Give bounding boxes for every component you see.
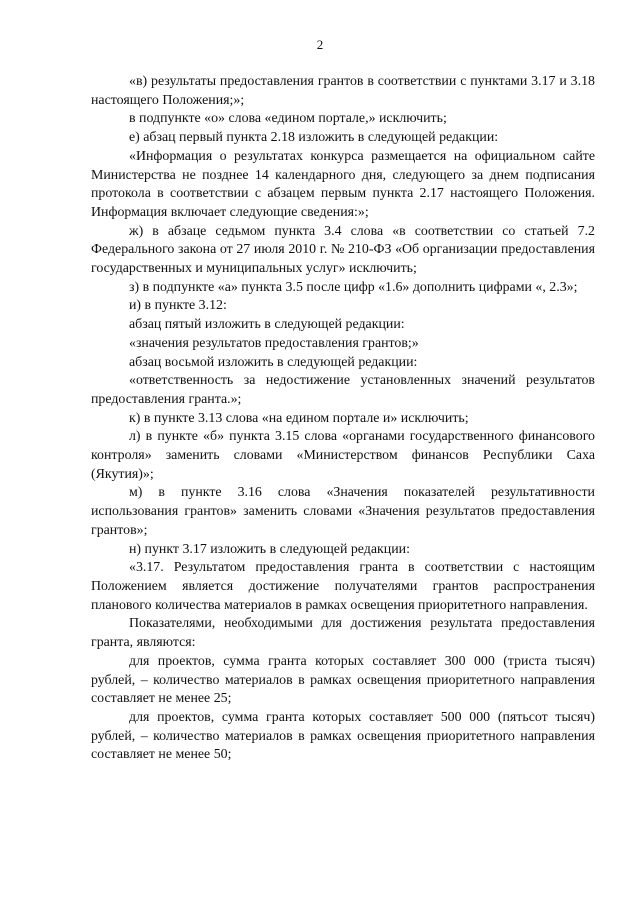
paragraph: абзац восьмой изложить в следующей редакции:: [129, 354, 418, 370]
paragraph: «ответственность за недостижение установленных значений результатов предоставления гранта.»;: [91, 373, 595, 407]
paragraph: абзац пятый изложить в следующей редакции:: [129, 317, 405, 333]
paragraph: для проектов, сумма гранта которых составляет 500 000 (пятьсот тысяч) рублей, – количество материалов в рамках освещения приоритетного направления составляет не менее 50;: [91, 709, 595, 763]
paragraph: н) пункт 3.17 изложить в следующей редакции:: [129, 541, 410, 557]
paragraph: «значения результатов предоставления грантов;»: [129, 335, 419, 351]
document-body: [91, 73, 595, 765]
paragraph: к) в пункте 3.13 слова «на едином портале и» исключить;: [129, 410, 469, 426]
paragraph: «Информация о результатах конкурса размещается на официальном сайте Министерства не позднее 14 календарного дня, следующего за днем подписания протокола в соответствии с абзацем первым пункта 2.17 настоящего Положения. Информация включает следующие сведения:»;: [91, 148, 595, 220]
paragraph: «3.17. Результатом предоставления гранта в соответствии с настоящим Положением является достижение получателями грантов распространения планового количества материалов в рамках освещения приоритетного направления.: [91, 560, 595, 613]
paragraph: з) в подпункте «а» пункта 3.5 после цифр «1.6» дополнить цифрами «, 2.3»;: [129, 279, 578, 295]
paragraph: «в) результаты предоставления грантов в соответствии с пунктами 3.17 и 3.18 настоящего Положения;»;: [91, 74, 595, 108]
paragraph: ж) в абзаце седьмом пункта 3.4 слова «в соответствии со статьей 7.2 Федерального закона от 27 июля 2010 г. № 210-ФЗ «Об организации предоставления государственных и муниципальных услуг» исключить;: [91, 223, 595, 277]
paragraph: Показателями, необходимыми для достижения результата предоставления гранта, являются:: [91, 616, 595, 651]
paragraph: для проектов, сумма гранта которых составляет 300 000 (триста тысяч) рублей, – количество материалов в рамках освещения приоритетного направления составляет не менее 25;: [91, 653, 595, 707]
paragraph: в подпункте «о» слова «едином портале,» исключить;: [129, 111, 447, 127]
paragraph: л) в пункте «б» пункта 3.15 слова «органами государственного финансового контроля» заменить словами «Министерством финансов Республики Саха (Якутия)»;: [91, 429, 595, 482]
paragraph: м) в пункте 3.16 слова «Значения показателей результативности использования грантов» заменить словами «Значения результатов предоставления грантов»;: [91, 485, 595, 538]
paragraph: и) в пункте 3.12:: [129, 298, 227, 314]
page-number: 2: [316, 37, 324, 52]
paragraph: е) абзац первый пункта 2.18 изложить в следующей редакции:: [129, 130, 499, 146]
